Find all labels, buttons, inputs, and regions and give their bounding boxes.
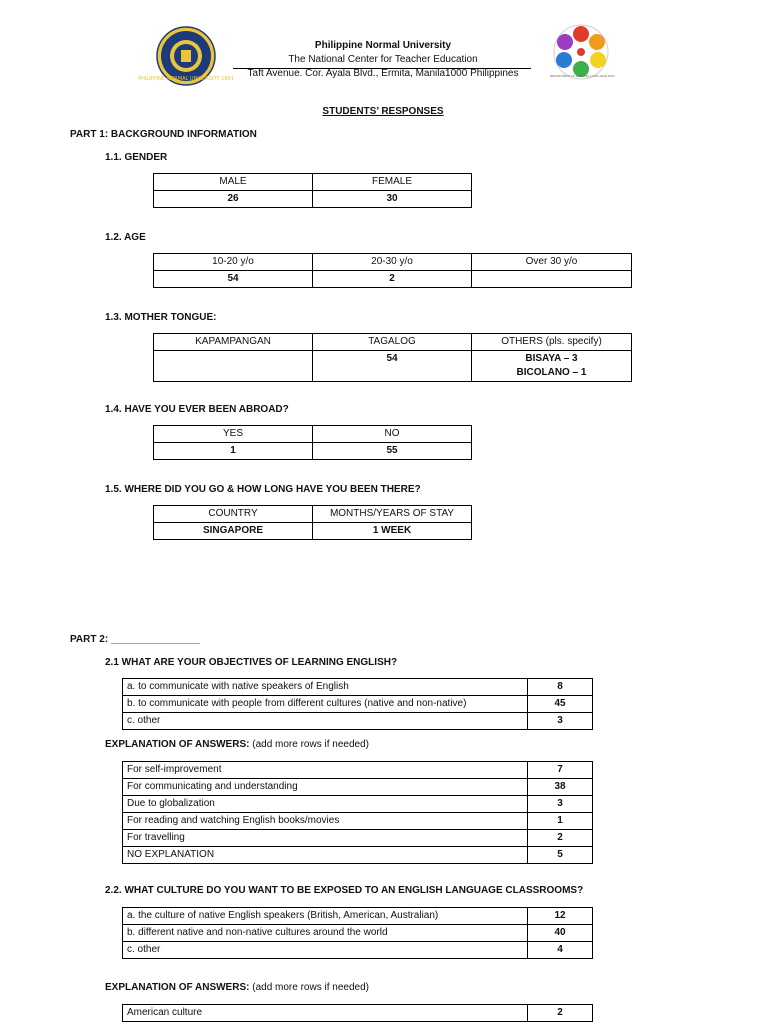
where-table: [153, 505, 472, 540]
table-header-cell: KAPAMPANGAN: [154, 334, 313, 351]
table-header-cell: COUNTRY: [154, 506, 313, 523]
gender-table: [153, 173, 472, 208]
table-cell: a. to communicate with native speakers of English: [123, 679, 528, 696]
table-row: [123, 813, 593, 830]
part1-heading: PART 1: BACKGROUND INFORMATION: [70, 129, 257, 140]
table-header-cell: TAGALOG: [313, 334, 472, 351]
tongue-heading: 1.3. MOTHER TONGUE:: [105, 312, 217, 323]
table-row: [123, 830, 593, 847]
abroad-table: [153, 425, 472, 460]
table-row: [154, 254, 632, 271]
explain1-table: [122, 761, 593, 864]
table-cell: b. different native and non-native cultures around the world: [123, 925, 528, 942]
table-header-cell: 20-30 y/o: [313, 254, 472, 271]
table-cell: [154, 351, 313, 382]
table-cell: 2: [313, 271, 472, 288]
table-cell: 1: [528, 813, 593, 830]
table-row: [154, 351, 632, 382]
table-cell: 7: [528, 762, 593, 779]
explain2-heading-note: (add more rows if needed): [252, 982, 369, 993]
table-cell: 40: [528, 925, 593, 942]
table-row: [123, 779, 593, 796]
table-cell: c. other: [123, 713, 528, 730]
table-cell: Due to globalization: [123, 796, 528, 813]
table-cell: [472, 351, 632, 382]
age-table: [153, 253, 632, 288]
table-cell: a. the culture of native English speakers (British, American, Australian): [123, 908, 528, 925]
table-cell: c. other: [123, 942, 528, 959]
table-header-cell: NO: [313, 426, 472, 443]
table-cell: 8: [528, 679, 593, 696]
table-row: [123, 796, 593, 813]
table-header-cell: Over 30 y/o: [472, 254, 632, 271]
table-cell: NO EXPLANATION: [123, 847, 528, 864]
table-cell: 26: [154, 191, 313, 208]
explain1-heading: [105, 739, 369, 750]
table-row: [154, 174, 472, 191]
table-cell: 3: [528, 796, 593, 813]
other-tongue-bicolano: BICOLANO – 1: [516, 367, 587, 378]
part2-heading: PART 2: ________________: [70, 634, 200, 645]
table-row: [123, 942, 593, 959]
pnu-seal-logo: [138, 26, 234, 86]
table-row: [123, 713, 593, 730]
table-row: [154, 506, 472, 523]
table-cell: [472, 271, 632, 288]
table-row: [123, 908, 593, 925]
table-cell: For self-improvement: [123, 762, 528, 779]
table-header-cell: MALE: [154, 174, 313, 191]
table-row: [154, 271, 632, 288]
q22-heading: 2.2. WHAT CULTURE DO YOU WANT TO BE EXPOSED TO AN ENGLISH LANGUAGE CLASSROOMS?: [105, 885, 584, 896]
university-address: Taft Avenue. Cor. Ayala Blvd., Ermita, Manila1000 Philippines: [247, 68, 519, 79]
gender-heading: 1.1. GENDER: [105, 152, 168, 163]
table-cell: 55: [313, 443, 472, 460]
table-header-cell: MONTHS/YEARS OF STAY: [313, 506, 472, 523]
q22-table: [122, 907, 593, 959]
department-logo-text: DEPARTMENT OF ENGLISH LANGUAGE 2018: [550, 74, 615, 78]
table-cell: 30: [313, 191, 472, 208]
table-cell: 5: [528, 847, 593, 864]
age-heading: 1.2. AGE: [105, 232, 146, 243]
explain2-heading-label: EXPLANATION OF ANSWERS:: [105, 982, 250, 993]
table-row: [123, 925, 593, 942]
table-cell: 45: [528, 696, 593, 713]
table-cell: American culture: [123, 1005, 528, 1022]
explain1-heading-label: EXPLANATION OF ANSWERS:: [105, 739, 250, 750]
table-row: [154, 523, 472, 540]
table-cell: 4: [528, 942, 593, 959]
table-row: [154, 334, 632, 351]
page-title: STUDENTS’ RESPONSES: [322, 106, 444, 117]
table-cell: For travelling: [123, 830, 528, 847]
table-cell: 2: [528, 1005, 593, 1022]
table-cell: 3: [528, 713, 593, 730]
university-name: Philippine Normal University: [314, 40, 452, 51]
other-tongue-bisaya: BISAYA – 3: [525, 353, 578, 364]
table-header-cell: 10-20 y/o: [154, 254, 313, 271]
table-cell: 54: [313, 351, 472, 382]
q21-table: [122, 678, 593, 730]
explain1-heading-note: (add more rows if needed): [252, 739, 369, 750]
table-cell: 54: [154, 271, 313, 288]
table-row: [154, 426, 472, 443]
pnu-seal-year: PHILIPPINE NORMAL UNIVERSITY 1901: [138, 76, 234, 82]
where-heading: 1.5. WHERE DID YOU GO & HOW LONG HAVE YOU BEEN THERE?: [105, 484, 421, 495]
table-header-cell: OTHERS (pls. specify): [472, 334, 632, 351]
table-cell: 1 WEEK: [313, 523, 472, 540]
table-row: [123, 679, 593, 696]
table-cell: For communicating and understanding: [123, 779, 528, 796]
table-cell: SINGAPORE: [154, 523, 313, 540]
table-row: [123, 696, 593, 713]
tongue-table: [153, 333, 632, 382]
table-cell: 38: [528, 779, 593, 796]
table-cell: For reading and watching English books/movies: [123, 813, 528, 830]
table-header-cell: YES: [154, 426, 313, 443]
explain2-heading: [105, 982, 369, 993]
table-row: [154, 443, 472, 460]
table-row: [123, 1005, 593, 1022]
table-row: [154, 191, 472, 208]
abroad-heading: 1.4. HAVE YOU EVER BEEN ABROAD?: [105, 404, 289, 415]
table-row: [123, 847, 593, 864]
department-logo: [548, 22, 614, 82]
table-cell: 2: [528, 830, 593, 847]
table-row: [123, 762, 593, 779]
table-cell: b. to communicate with people from different cultures (native and non-native): [123, 696, 528, 713]
explain2-table: [122, 1004, 593, 1022]
table-cell: 12: [528, 908, 593, 925]
table-cell: 1: [154, 443, 313, 460]
university-subtitle: The National Center for Teacher Education: [288, 54, 478, 65]
table-header-cell: FEMALE: [313, 174, 472, 191]
q21-heading: 2.1 WHAT ARE YOUR OBJECTIVES OF LEARNING ENGLISH?: [105, 657, 398, 668]
